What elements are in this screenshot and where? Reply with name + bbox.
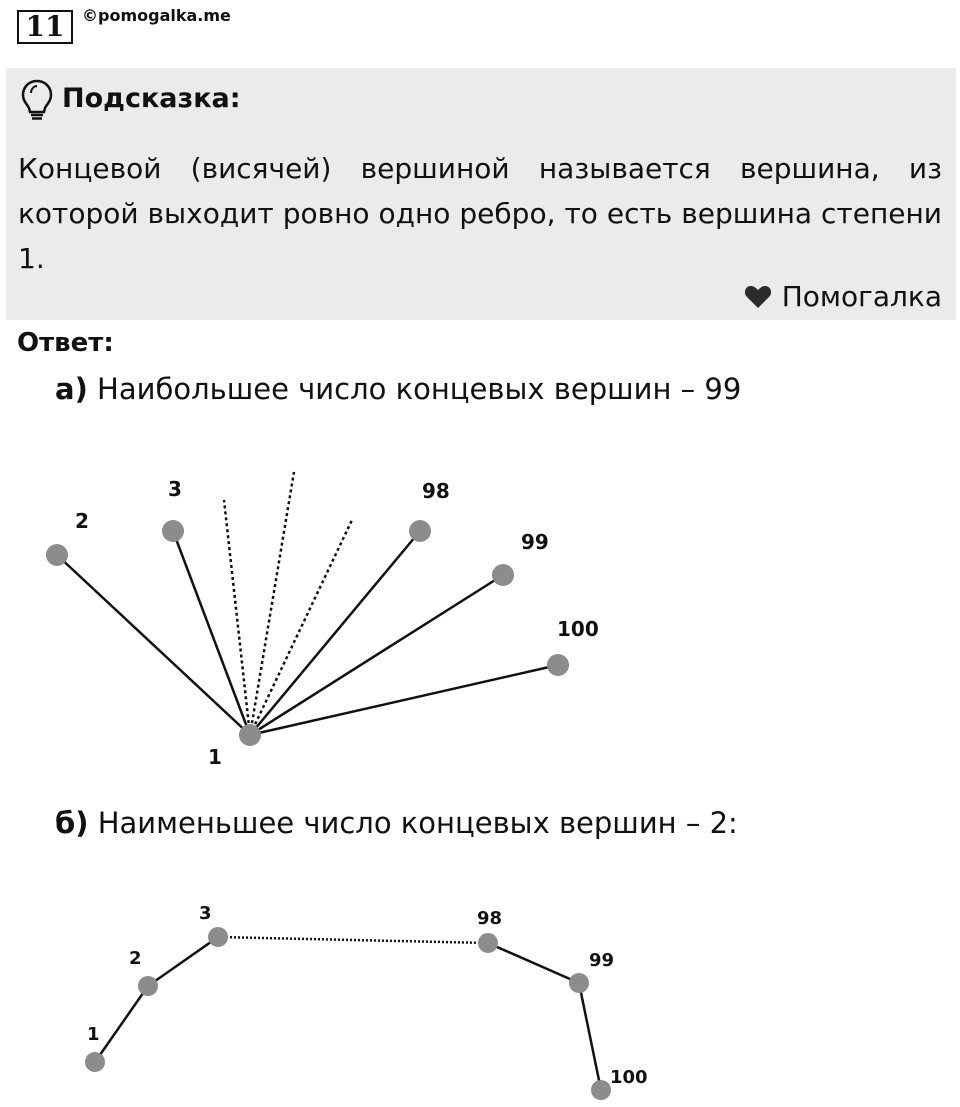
vertex (46, 544, 68, 566)
vertex-label: 99 (521, 530, 549, 554)
vertex (208, 927, 228, 947)
edge (250, 665, 558, 735)
hint-brand (744, 280, 942, 313)
item-a-marker: а) (55, 372, 88, 406)
star-graph (0, 440, 960, 780)
vertex-label: 2 (75, 509, 89, 533)
hint-title: Подсказка: (62, 83, 241, 114)
vertex-label: 3 (168, 477, 182, 501)
item-b-marker: б) (55, 806, 89, 840)
vertex-label: 100 (557, 617, 599, 641)
vertex (591, 1080, 611, 1100)
vertex (547, 654, 569, 676)
vertex-label: 98 (422, 479, 450, 503)
edge (250, 531, 420, 735)
vertex (85, 1052, 105, 1072)
heart-icon (744, 285, 772, 309)
path-graph (0, 890, 960, 1107)
hint-text: Концевой (висячей) вершиной называется вершина, из которой выходит ровно одно ребро, то есть вершина степени 1. (18, 152, 942, 275)
vertex (239, 724, 261, 746)
dotted-edge (218, 937, 488, 943)
vertex (409, 520, 431, 542)
vertex-label: 98 (477, 908, 503, 929)
hint-box (6, 68, 956, 320)
item-a-text: Наибольшее число концевых вершин – 99 (97, 372, 742, 406)
watermark: ©pomogalka.me (82, 6, 231, 25)
item-b-text: Наименьшее число концевых вершин – 2: (97, 806, 738, 840)
vertex-label: 2 (129, 948, 142, 969)
dotted-edge (250, 472, 294, 735)
vertex-label: 3 (199, 903, 212, 924)
vertex (478, 933, 498, 953)
vertex (492, 564, 514, 586)
vertex (138, 976, 158, 996)
edge (95, 986, 148, 1062)
vertex (162, 520, 184, 542)
answer-item-b (55, 806, 738, 840)
vertex-label: 1 (87, 1024, 100, 1045)
brand-label: Помогалка (781, 280, 942, 313)
answer-label: Ответ: (17, 328, 114, 358)
lightbulb-icon (20, 78, 54, 122)
vertex (569, 973, 589, 993)
task-number: 11 (17, 10, 73, 44)
edge (250, 575, 503, 735)
edge (488, 943, 579, 983)
vertex-label: 1 (208, 745, 222, 769)
edge (579, 983, 601, 1090)
answer-item-a (55, 372, 741, 406)
vertex-label: 100 (610, 1067, 648, 1088)
vertex-label: 99 (589, 950, 615, 971)
edge (57, 555, 250, 735)
edge (148, 937, 218, 986)
